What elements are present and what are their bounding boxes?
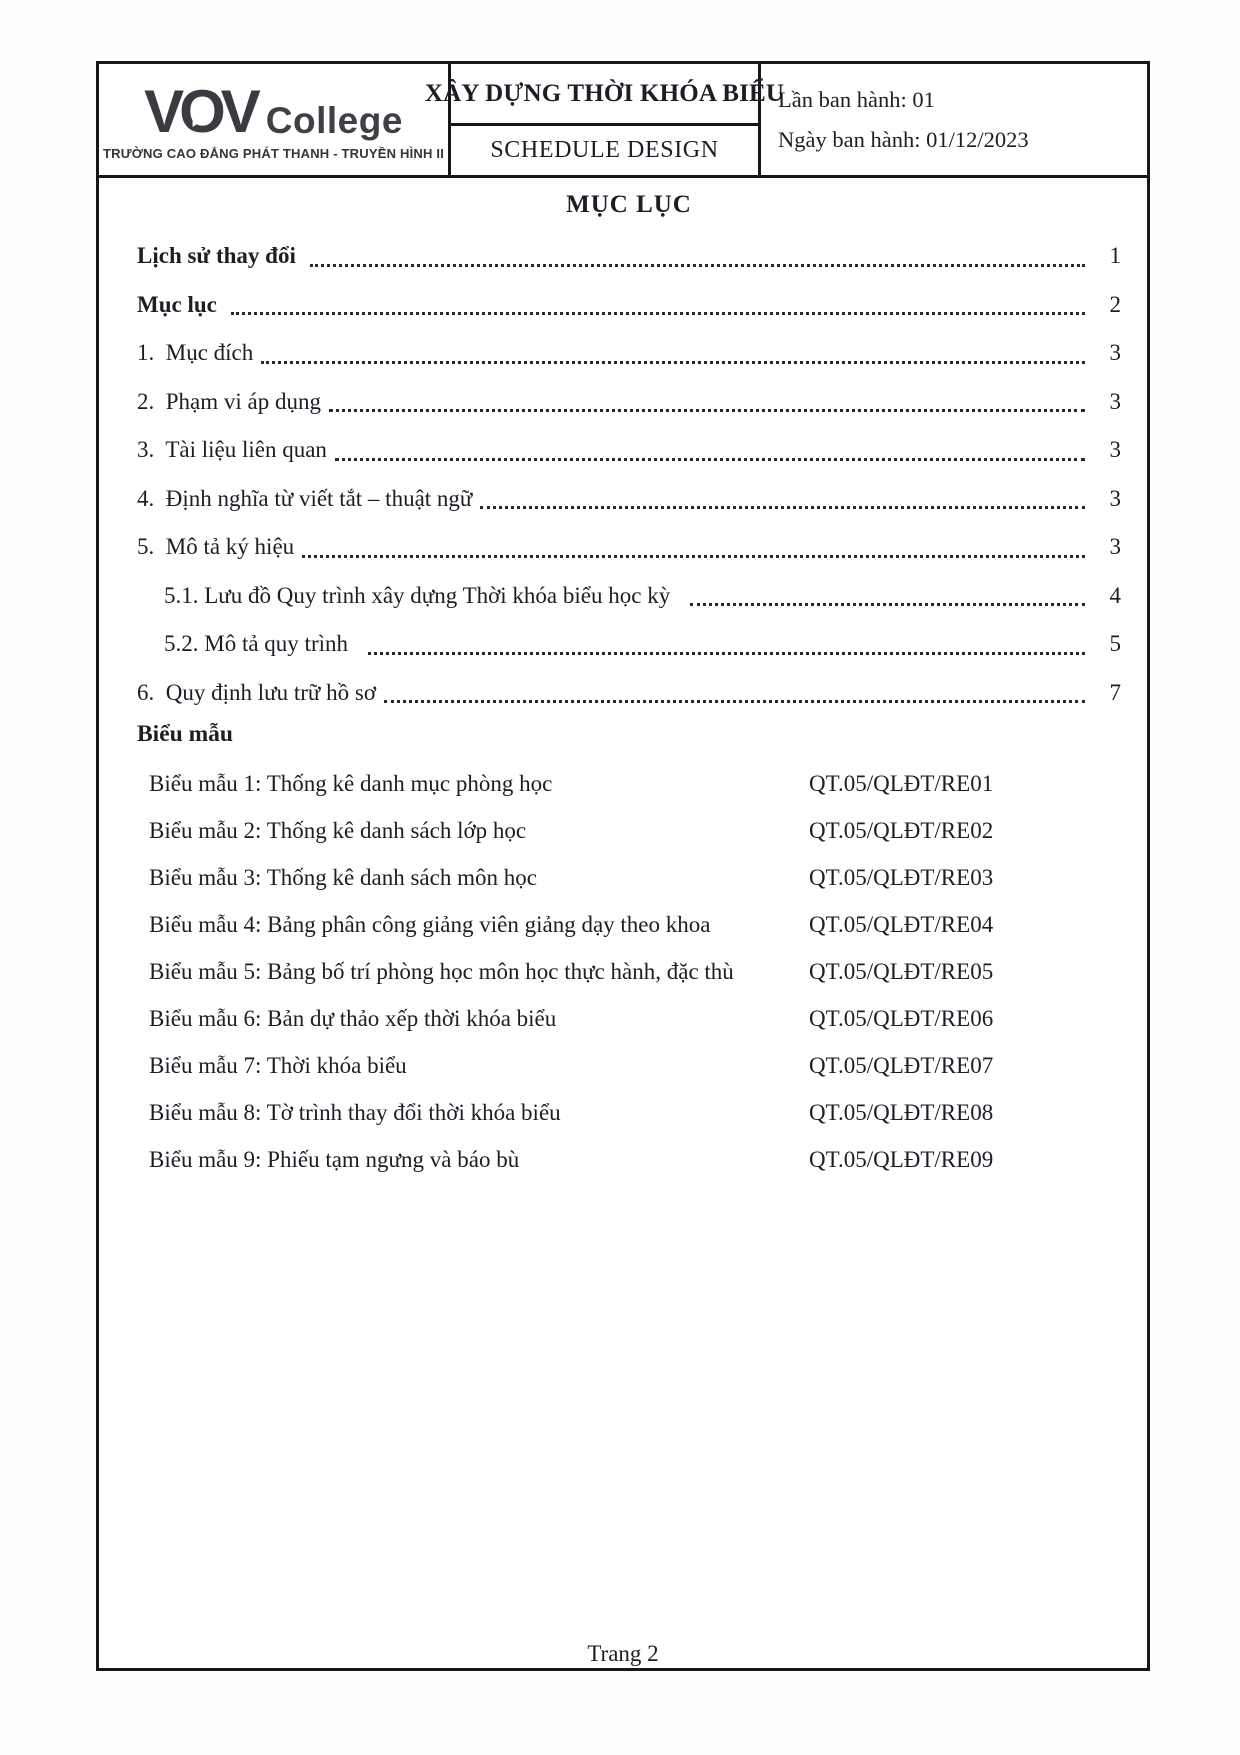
form-row	[137, 995, 1121, 1042]
toc-entry	[137, 232, 1121, 281]
issue-date-line: Ngày ban hành: 01/12/2023	[778, 126, 1029, 152]
toc-entry	[137, 620, 1121, 669]
form-code: QT.05/QLĐT/RE06	[809, 1005, 994, 1031]
form-name: Biểu mẫu 3: Thống kê danh sách môn học	[149, 864, 537, 890]
form-name: Biểu mẫu 1: Thống kê danh mục phòng học	[149, 770, 553, 796]
toc-entry-page-number: 1	[1109, 243, 1121, 268]
college-brand-text: College	[265, 100, 403, 141]
toc-entry-label: 3. Tài liệu liên quan	[137, 437, 327, 462]
dotted-leader	[231, 312, 1085, 315]
table-of-contents	[99, 191, 1147, 1183]
toc-entry-page-number: 3	[1109, 388, 1121, 414]
dotted-leader	[368, 652, 1086, 655]
toc-entry-label: 5.2. Mô tả quy trình	[164, 631, 360, 656]
form-name: Biểu mẫu 9: Phiếu tạm ngưng và báo bù	[149, 1146, 520, 1172]
toc-entry-label: 1. Mục đích	[137, 340, 254, 365]
form-name: Biểu mẫu 7: Thời khóa biểu	[149, 1052, 407, 1078]
toc-entry-page-number: 3	[1109, 534, 1121, 559]
toc-entry-page-number: 3	[1109, 437, 1121, 462]
form-code: QT.05/QLĐT/RE08	[809, 1099, 994, 1125]
toc-entry-label: 6. Quy định lưu trữ hồ sơ	[137, 679, 376, 705]
form-row	[137, 807, 1121, 854]
logo-tagline: TRƯỜNG CAO ĐẲNG PHÁT THANH - TRUYỀN HÌNH II	[102, 146, 445, 161]
toc-entry	[137, 475, 1121, 524]
form-name: Biểu mẫu 2: Thống kê danh sách lớp học	[149, 817, 527, 843]
toc-title: MỤC LỤC	[566, 191, 692, 218]
toc-entry-page-number: 2	[1109, 291, 1121, 317]
play-triangle-icon	[192, 105, 209, 127]
toc-entry-page-number: 7	[1109, 679, 1121, 705]
dotted-leader	[384, 700, 1085, 703]
toc-entry-page-number: 3	[1109, 340, 1121, 365]
toc-entry-page-number: 3	[1109, 485, 1121, 511]
vov-college-logo	[144, 78, 403, 145]
toc-entry-list	[137, 232, 1121, 717]
dotted-leader	[335, 458, 1085, 461]
form-code: QT.05/QLĐT/RE01	[809, 770, 994, 796]
form-code: QT.05/QLĐT/RE09	[809, 1146, 994, 1172]
issue-info-cell	[761, 64, 1147, 175]
document-title-english: SCHEDULE DESIGN	[490, 137, 719, 163]
dotted-leader	[302, 555, 1085, 558]
toc-entry-label: 5. Mô tả ký hiệu	[137, 534, 295, 559]
form-row	[137, 760, 1121, 807]
dotted-leader	[690, 603, 1085, 606]
toc-entry-label: 4. Định nghĩa từ viết tắt – thuật ngữ	[137, 485, 473, 511]
form-code: QT.05/QLĐT/RE02	[809, 817, 994, 843]
toc-entry-label: 2. Phạm vi áp dụng	[137, 388, 321, 414]
toc-entry	[137, 378, 1121, 427]
toc-entry	[137, 523, 1121, 572]
form-code: QT.05/QLĐT/RE05	[809, 958, 994, 984]
form-code: QT.05/QLĐT/RE04	[809, 911, 994, 937]
form-row	[137, 1042, 1121, 1089]
toc-entry	[137, 669, 1121, 718]
form-row	[137, 1136, 1121, 1183]
document-border-frame	[96, 61, 1150, 1671]
form-code: QT.05/QLĐT/RE03	[809, 864, 994, 890]
issue-number-line: Lần ban hành: 01	[778, 86, 935, 112]
form-row	[137, 1089, 1121, 1136]
forms-section-heading: Biểu mẫu	[137, 721, 233, 747]
form-name: Biểu mẫu 4: Bảng phân công giảng viên giảng dạy theo khoa	[149, 911, 711, 937]
dotted-leader	[329, 409, 1085, 412]
dotted-leader	[310, 264, 1085, 267]
vov-brand-text: VOV	[144, 78, 256, 145]
toc-entry-label: 5.1. Lưu đồ Quy trình xây dựng Thời khóa biểu học kỳ	[164, 582, 682, 608]
toc-entry-label: Lịch sử thay đổi	[137, 243, 302, 268]
toc-entry	[137, 572, 1121, 621]
toc-entry-page-number: 5	[1109, 631, 1121, 656]
dotted-leader	[261, 361, 1085, 364]
toc-entry	[137, 426, 1121, 475]
logo-cell	[99, 64, 451, 175]
document-header	[99, 64, 1147, 178]
form-code: QT.05/QLĐT/RE07	[809, 1052, 994, 1078]
form-name: Biểu mẫu 5: Bảng bố trí phòng học môn học thực hành, đặc thù	[149, 958, 734, 984]
document-title-vietnamese: XÂY DỰNG THỜI KHÓA BIỂU	[451, 64, 758, 126]
toc-entry	[137, 281, 1121, 330]
form-name: Biểu mẫu 8: Tờ trình thay đổi thời khóa biểu	[149, 1099, 561, 1125]
toc-entry	[137, 329, 1121, 378]
forms-list	[137, 760, 1121, 1183]
page-number-footer: Trang 2	[587, 1641, 659, 1666]
form-name: Biểu mẫu 6: Bản dự thảo xếp thời khóa biểu	[149, 1005, 557, 1031]
toc-entry-label: Mục lục	[137, 291, 223, 317]
form-row	[137, 901, 1121, 948]
form-row	[137, 854, 1121, 901]
form-row	[137, 948, 1121, 995]
toc-entry-page-number: 4	[1109, 582, 1121, 608]
dotted-leader	[480, 506, 1085, 509]
document-title-cell	[424, 64, 785, 175]
